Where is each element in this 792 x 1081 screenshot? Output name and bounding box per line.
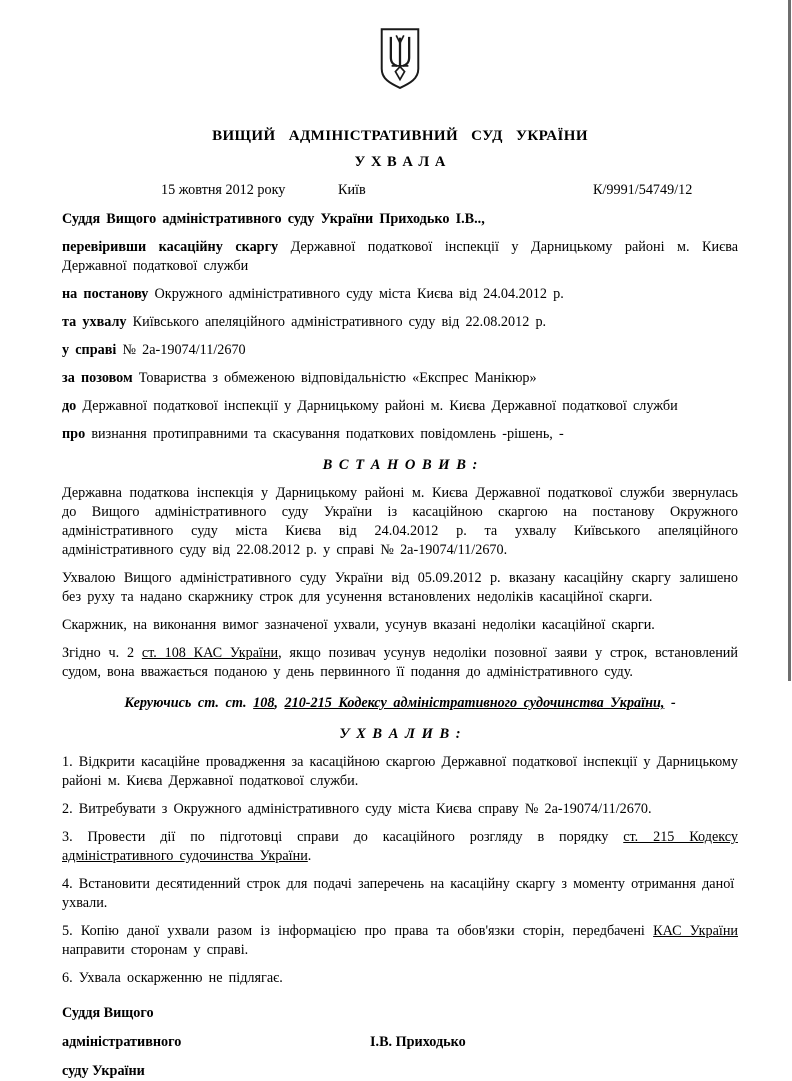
document-type-title: У Х В А Л А: [354, 154, 446, 170]
page-edge-line: [788, 0, 791, 681]
intro-row-case: у справі № 2а-19074/11/2670: [62, 342, 246, 358]
signature-line-1: Суддя Вищого: [62, 1005, 154, 1021]
court-name-title: ВИЩИЙ АДМІНІСТРАТИВНИЙ СУД УКРАЇНИ: [212, 128, 588, 144]
signature-line-3: суду України: [62, 1063, 145, 1079]
keruyuchys-line: Керуючись ст. ст. 108, 210-215 Кодексу адміністративного судочинства України, -: [124, 695, 676, 711]
judge-name: Суддя Вищого адміністративного суду України Приходько І.В..,: [62, 211, 485, 227]
ruling-city: Київ: [338, 182, 366, 198]
document-content: [62, 0, 738, 1081]
signature-block: [62, 1004, 738, 1081]
judge-signature-name: І.В. Приходько: [370, 1034, 466, 1050]
established-paragraph-3: Скаржник, на виконання вимог зазначеної ухвали, усунув вказані недоліки касаційної скарги.: [62, 617, 655, 633]
law-reference-link: ст. 215 Кодексу адміністративного судочинства України: [62, 829, 738, 864]
intro-row-plaintiff: за позовом Товариства з обмеженою відповідальністю «Експрес Манікюр»: [62, 370, 537, 386]
established-heading: В С Т А Н О В И В :: [322, 457, 478, 473]
law-reference-link: КАС України: [653, 923, 739, 939]
intro-row-subject: про визнання протиправними та скасування податкових повідомлень -рішень, -: [62, 426, 564, 442]
ruled-item-4: 4. Встановити десятиденний строк для подачі заперечень на касаційну скаргу з моменту отримання даної ухвали.: [62, 876, 735, 911]
law-reference-link: 108: [253, 695, 275, 711]
ruled-item-1: 1. Відкрити касаційне провадження за касаційною скаргою Державної податкової інспекції у Дарницькому районі м. Києва Державної податкової служби.: [62, 754, 738, 789]
ruling-date: 15 жовтня 2012 року: [161, 182, 286, 198]
intro-row-uhvala: та ухвалу Київського апеляційного адміністративного суду від 22.08.2012 р.: [62, 314, 547, 330]
law-reference-link: ст. 108 КАС України: [141, 645, 279, 661]
ruled-item-3: 3. Провести дії по підготовці справи до касаційного розгляду в порядку ст. 215 Кодексу адміністративного судочинства України.: [62, 829, 738, 864]
law-reference-link: 210-215 Кодексу адміністративного судочинства України,: [284, 695, 665, 711]
intro-row-resolution: на постанову Окружного адміністративного суду міста Києва від 24.04.2012 р.: [62, 286, 564, 302]
ruled-item-2: 2. Витребувати з Окружного адміністративного суду міста Києва справу № 2а-19074/11/2670.: [62, 801, 652, 817]
date-city-case-line: [62, 182, 738, 201]
ukraine-trident-icon: [375, 27, 425, 91]
ruled-item-6: 6. Ухвала оскарженню не підлягає.: [62, 970, 283, 986]
intro-row-defendant: до Державної податкової інспекції у Дарницькому районі м. Києва Державної податкової служби: [62, 398, 678, 414]
signature-line-2: адміністративного І.В. Приходько: [62, 1034, 466, 1050]
ruled-heading: У Х В А Л И В :: [339, 726, 461, 742]
case-number: К/9991/54749/12: [593, 182, 693, 198]
established-paragraph-1: Державна податкова інспекція у Дарницькому районі м. Києва Державної податкової служби звернулась до Вищого адміністративного суду України із касаційною скаргою на постанову Окружного адміністративного суду міста Києва від 24.04.2012 р. та ухвалу Київського апеляційного адміністративного суду від 22.08.2012 р. у справі № 2а-19074/11/2670.: [62, 485, 738, 558]
judge-line: [62, 210, 738, 229]
established-paragraph-4: Згідно ч. 2 ст. 108 КАС України, якщо позивач усунув недоліки позовної заяви у строк, встановлений судом, вона вважається поданою у день первинного її подання до адміністративного суду.: [62, 645, 738, 680]
established-paragraph-2: Ухвалою Вищого адміністративного суду України від 05.09.2012 р. вказану касаційну скаргу залишено без руху та надано скаржнику строк для усунення встановлених недоліків касаційної скарги.: [62, 570, 738, 605]
ruled-item-5: 5. Копію даної ухвали разом із інформацією про права та обов'язки сторін, передбачені КАС України направити сторонам у справі.: [62, 923, 739, 958]
intro-row-complaint: перевіривши касаційну скаргу Державної податкової інспекції у Дарницькому районі м. Києва Державної податкової служби: [62, 239, 738, 274]
